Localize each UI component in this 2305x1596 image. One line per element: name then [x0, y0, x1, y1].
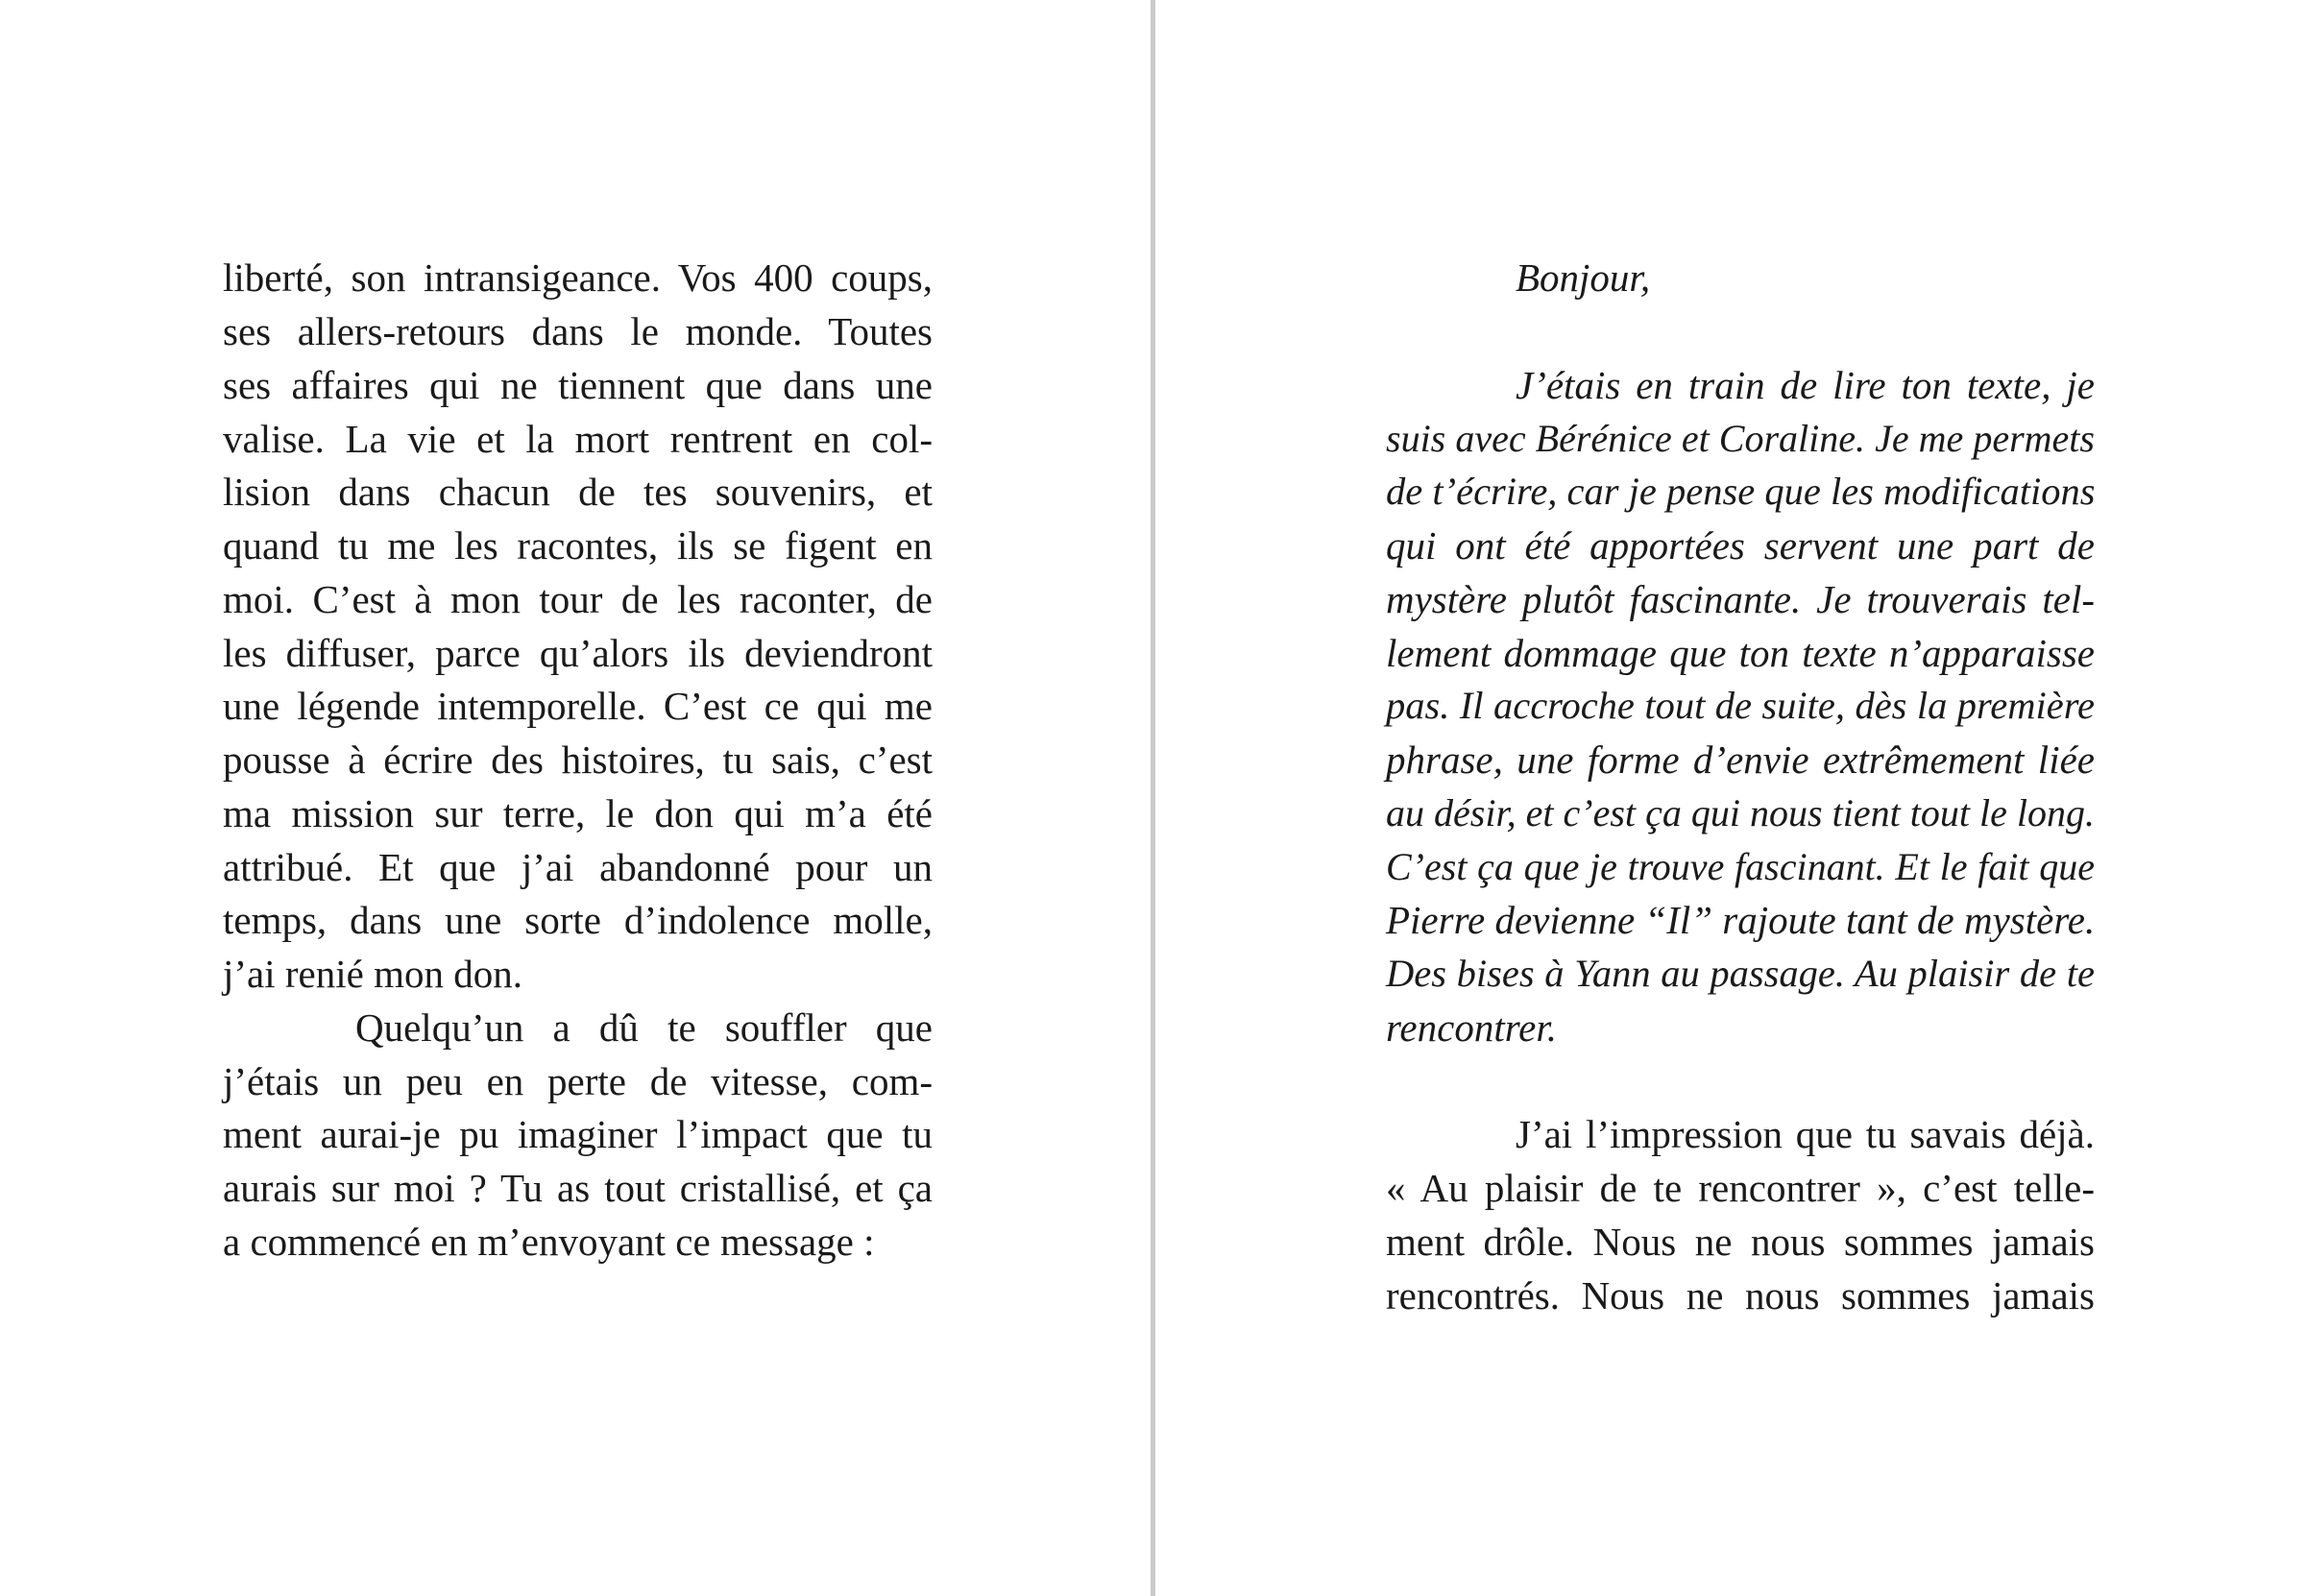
letter-line: pas. Il accroche tout de suite, dès la première: [1386, 684, 2095, 727]
letter-greeting: Bonjour,: [1516, 255, 1651, 300]
letter-line: lement dommage que ton texte n’apparaisse: [1386, 631, 2095, 675]
text-line: attribué. Et que j’ai abandonné pour un: [223, 845, 933, 889]
text-line: ma mission sur terre, le don qui m’a été: [223, 791, 933, 835]
text-line: rencontrés. Nous ne nous sommes jamais: [1386, 1273, 2095, 1318]
text-line: moi. C’est à mon tour de les raconter, de: [223, 577, 933, 621]
text-line: a commencé en m’envoyant ce message :: [223, 1220, 875, 1264]
paragraph-first-line: J’ai l’impression que tu savais déjà.: [1516, 1112, 2095, 1156]
letter-line: phrase, une forme d’envie extrêmement liée: [1386, 738, 2095, 782]
text-line: quand tu me les racontes, ils se figent en: [223, 523, 933, 568]
letter-line: suis avec Bérénice et Coraline. Je me permets: [1386, 417, 2095, 460]
text-line: valise. La vie et la mort rentrent en col-: [223, 417, 933, 461]
text-line: ses affaires qui ne tiennent que dans une: [223, 363, 933, 407]
text-line: j’étais un peu en perte de vitesse, com-: [223, 1059, 933, 1103]
text-line: les diffuser, parce qu’alors ils deviendront: [223, 631, 933, 675]
letter-line: qui ont été apportées servent une part de: [1386, 523, 2095, 568]
text-line: lision dans chacun de tes souvenirs, et: [223, 470, 933, 514]
text-line: pousse à écrire des histoires, tu sais, c’est: [223, 738, 933, 782]
letter-line: mystère plutôt fascinante. Je trouverais tel-: [1386, 577, 2095, 621]
text-line: ses allers-retours dans le monde. Toutes: [223, 309, 933, 353]
letter-line: C’est ça que je trouve fascinant. Et le fait que: [1386, 845, 2095, 888]
paragraph-first-line: Quelqu’un a dû te souffler que: [355, 1005, 933, 1050]
text-line: ment aurai-je pu imaginer l’impact que tu: [223, 1112, 933, 1156]
letter-line: Pierre devienne “Il” rajoute tant de mystère.: [1386, 898, 2096, 942]
letter-line: au désir, et c’est ça qui nous tient tout le long.: [1386, 791, 2095, 834]
text-line: ment drôle. Nous ne nous sommes jamais: [1386, 1220, 2095, 1264]
letter-line: J’étais en train de lire ton texte, je: [1516, 363, 2095, 407]
text-line: « Au plaisir de te rencontrer », c’est telle-: [1386, 1166, 2095, 1210]
text-line: j’ai renié mon don.: [223, 952, 522, 996]
letter-line: de t’écrire, car je pense que les modifications: [1386, 470, 2096, 513]
text-line: temps, dans une sorte d’indolence molle,: [223, 898, 933, 942]
letter-line: rencontrer.: [1386, 1005, 1558, 1050]
text-line: une légende intemporelle. C’est ce qui me: [223, 684, 933, 728]
text-line: liberté, son intransigeance. Vos 400 coups,: [223, 255, 933, 300]
page-gutter: [1151, 0, 1155, 1596]
text-line: aurais sur moi ? Tu as tout cristallisé, et ça: [223, 1166, 933, 1210]
letter-line: Des bises à Yann au passage. Au plaisir de te: [1386, 952, 2095, 995]
